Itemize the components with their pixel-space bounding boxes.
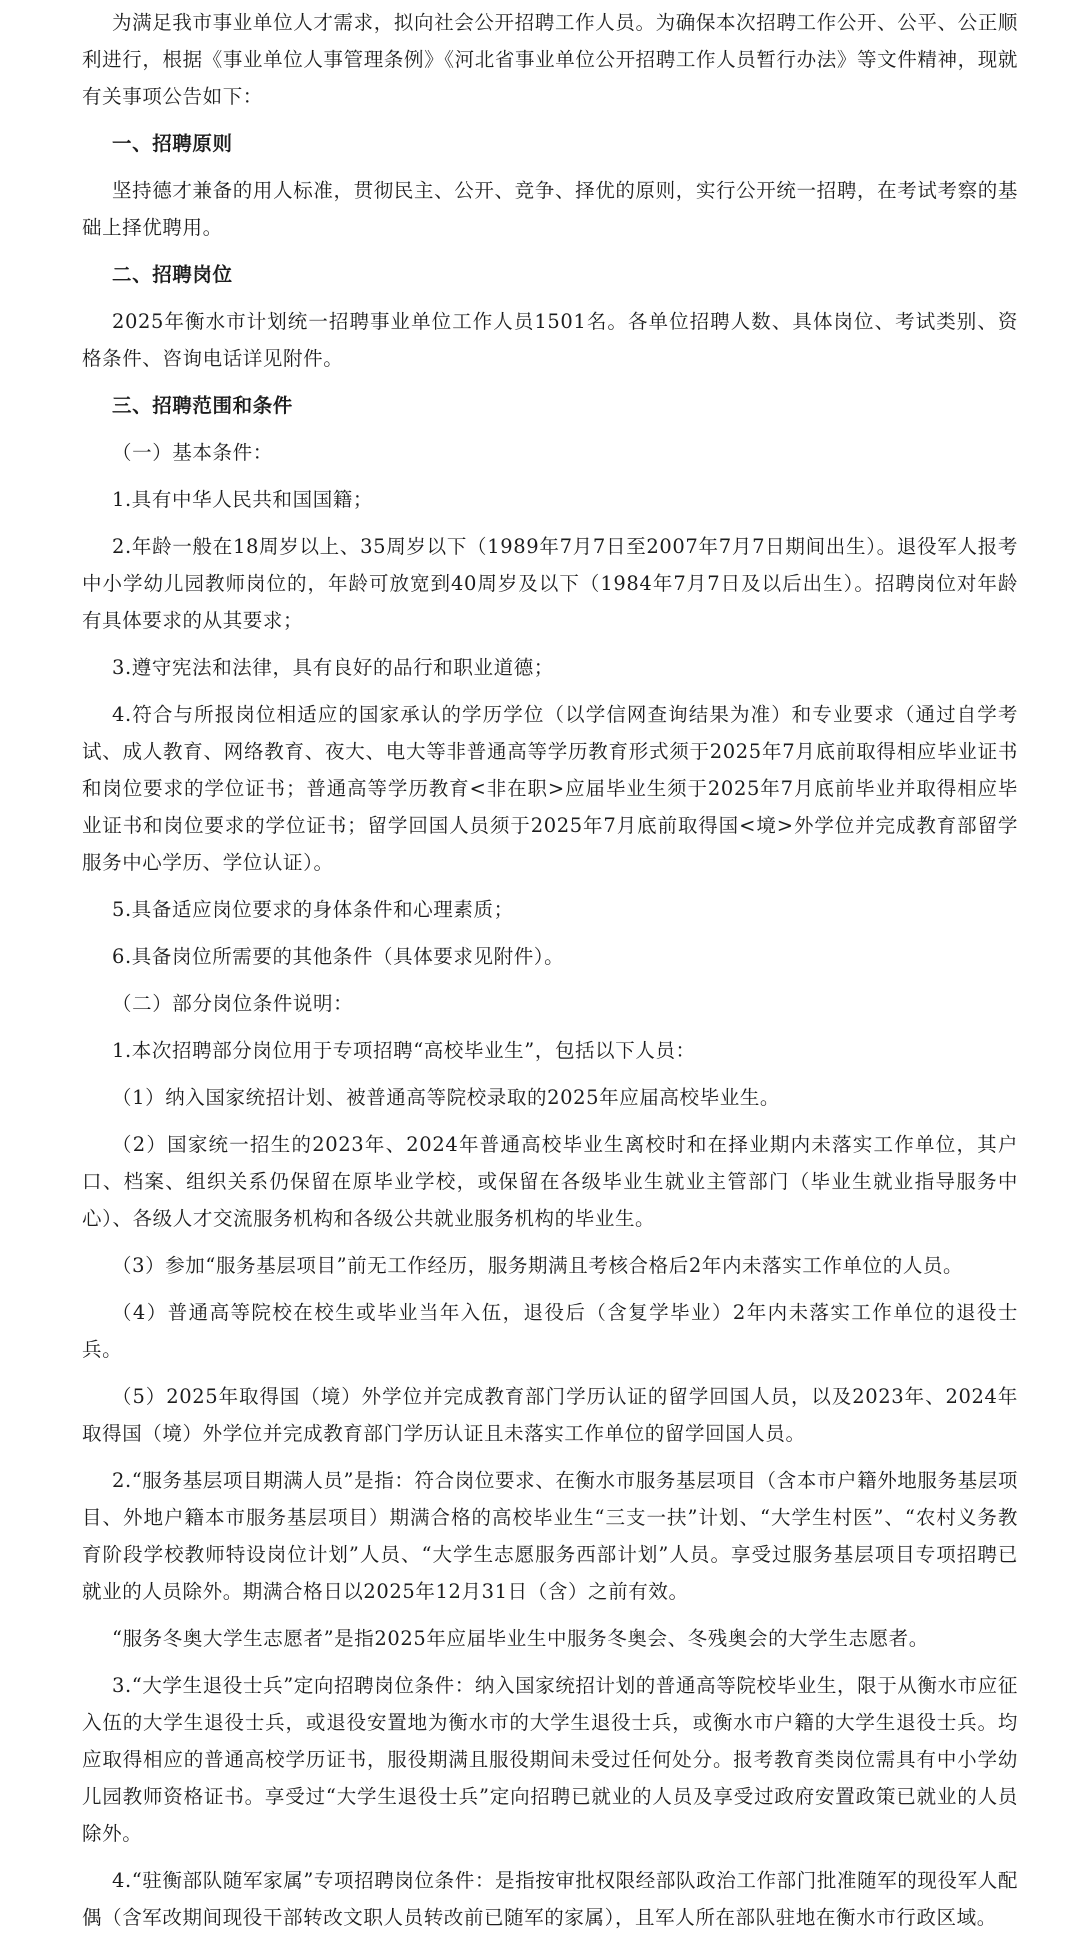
- section-heading-positions: 二、招聘岗位: [112, 263, 233, 286]
- special-condition-item: （2）国家统一招生的2023年、2024年普通高校毕业生离校时和在择业期内未落实工作单位，其户口、档案、组织关系仍保留在原毕业学校，或保留在各级毕业生就业主管部门（毕业生就业指导服务中心）、各级人才交流服务机构和各级公共就业服务机构的毕业生。: [82, 1133, 1018, 1230]
- grassroots-service-paragraph: 2.“服务基层项目期满人员”是指：符合岗位要求、在衡水市服务基层项目（含本市户籍外地服务基层项目、外地户籍本市服务基层项目）期满合格的高校毕业生“三支一扶”计划、“大学生村医”、“农村义务教育阶段学校教师特设岗位计划”人员、“大学生志愿服务西部计划”人员。享受过服务基层项目专项招聘已就业的人员除外。期满合格日以2025年12月31日（含）之前有效。: [82, 1469, 1018, 1603]
- basic-condition-item: 1.具有中华人民共和国国籍；: [112, 488, 374, 511]
- basic-condition-item: 4.符合与所报岗位相适应的国家承认的学历学位（以学信网查询结果为准）和专业要求（通过自学考试、成人教育、网络教育、夜大、电大等非普通高等学历教育形式须于2025年7月底前取得相应毕业证书和岗位要求的学位证书；普通高等学历教育<非在职>应届毕业生须于2025年7月底前毕业并取得相应毕业证书和岗位要求的学位证书；留学回国人员须于2025年7月底前取得国<境>外学位并完成教育部留学服务中心学历、学位认证）。: [82, 703, 1018, 874]
- principles-paragraph: 坚持德才兼备的用人标准，贯彻民主、公开、竞争、择优的原则，实行公开统一招聘，在考试考察的基础上择优聘用。: [82, 179, 1018, 239]
- subheading-basic-conditions: （一）基本条件：: [112, 441, 273, 464]
- military-family-paragraph: 4.“驻衡部队随军家属”专项招聘岗位条件：是指按审批权限经部队政治工作部门批准随军的现役军人配偶（含军改期间现役干部转改文职人员转改前已随军的家属），且军人所在部队驻地在衡水市行政区域。: [82, 1869, 1018, 1929]
- special-condition-item: （4）普通高等院校在校生或毕业当年入伍，退役后（含复学毕业）2年内未落实工作单位的退役士兵。: [82, 1301, 1018, 1361]
- basic-condition-item: 2.年龄一般在18周岁以上、35周岁以下（1989年7月7日至2007年7月7日期间出生）。退役军人报考中小学幼儿园教师岗位的，年龄可放宽到40周岁及以下（1984年7月7日及以后出生）。招聘岗位对年龄有具体要求的从其要求；: [82, 535, 1018, 632]
- special-condition-item: （1）纳入国家统招计划、被普通高等院校录取的2025年应届高校毕业生。: [112, 1086, 781, 1109]
- veteran-students-paragraph: 3.“大学生退役士兵”定向招聘岗位条件：纳入国家统招计划的普通高等院校毕业生，限于从衡水市应征入伍的大学生退役士兵，或退役安置地为衡水市的大学生退役士兵，或衡水市户籍的大学生退役士兵。均应取得相应的普通高校学历证书，服役期满且服役期间未受过任何处分。报考教育类岗位需具有中小学幼儿园教师资格证书。享受过“大学生退役士兵”定向招聘已就业的人员及享受过政府安置政策已就业的人员除外。: [82, 1674, 1018, 1845]
- special-condition-item: （3）参加“服务基层项目”前无工作经历，服务期满且考核合格后2年内未落实工作单位的人员。: [112, 1254, 964, 1277]
- section-heading-principles: 一、招聘原则: [112, 132, 233, 155]
- section-heading-scope: 三、招聘范围和条件: [112, 394, 293, 417]
- special-condition-item: （5）2025年取得国（境）外学位并完成教育部门学历认证的留学回国人员，以及2023年、2024年取得国（境）外学位并完成教育部门学历认证且未落实工作单位的留学回国人员。: [82, 1385, 1018, 1445]
- positions-paragraph: 2025年衡水市计划统一招聘事业单位工作人员1501名。各单位招聘人数、具体岗位、考试类别、资格条件、咨询电话详见附件。: [82, 310, 1018, 370]
- basic-condition-item: 3.遵守宪法和法律，具有良好的品行和职业道德；: [112, 656, 554, 679]
- winter-olympics-volunteer-paragraph: “服务冬奥大学生志愿者”是指2025年应届毕业生中服务冬奥会、冬残奥会的大学生志愿者。: [112, 1627, 929, 1650]
- basic-condition-item: 6.具备岗位所需要的其他条件（具体要求见附件）。: [112, 945, 565, 968]
- intro-paragraph: 为满足我市事业单位人才需求，拟向社会公开招聘工作人员。为确保本次招聘工作公开、公平、公正顺利进行，根据《事业单位人事管理条例》《河北省事业单位公开招聘工作人员暂行办法》等文件精神，现就有关事项公告如下：: [82, 11, 1018, 108]
- special-intro-paragraph: 1.本次招聘部分岗位用于专项招聘“高校毕业生”，包括以下人员：: [112, 1039, 696, 1062]
- basic-condition-item: 5.具备适应岗位要求的身体条件和心理素质；: [112, 898, 514, 921]
- subheading-special-conditions: （二）部分岗位条件说明：: [112, 992, 354, 1015]
